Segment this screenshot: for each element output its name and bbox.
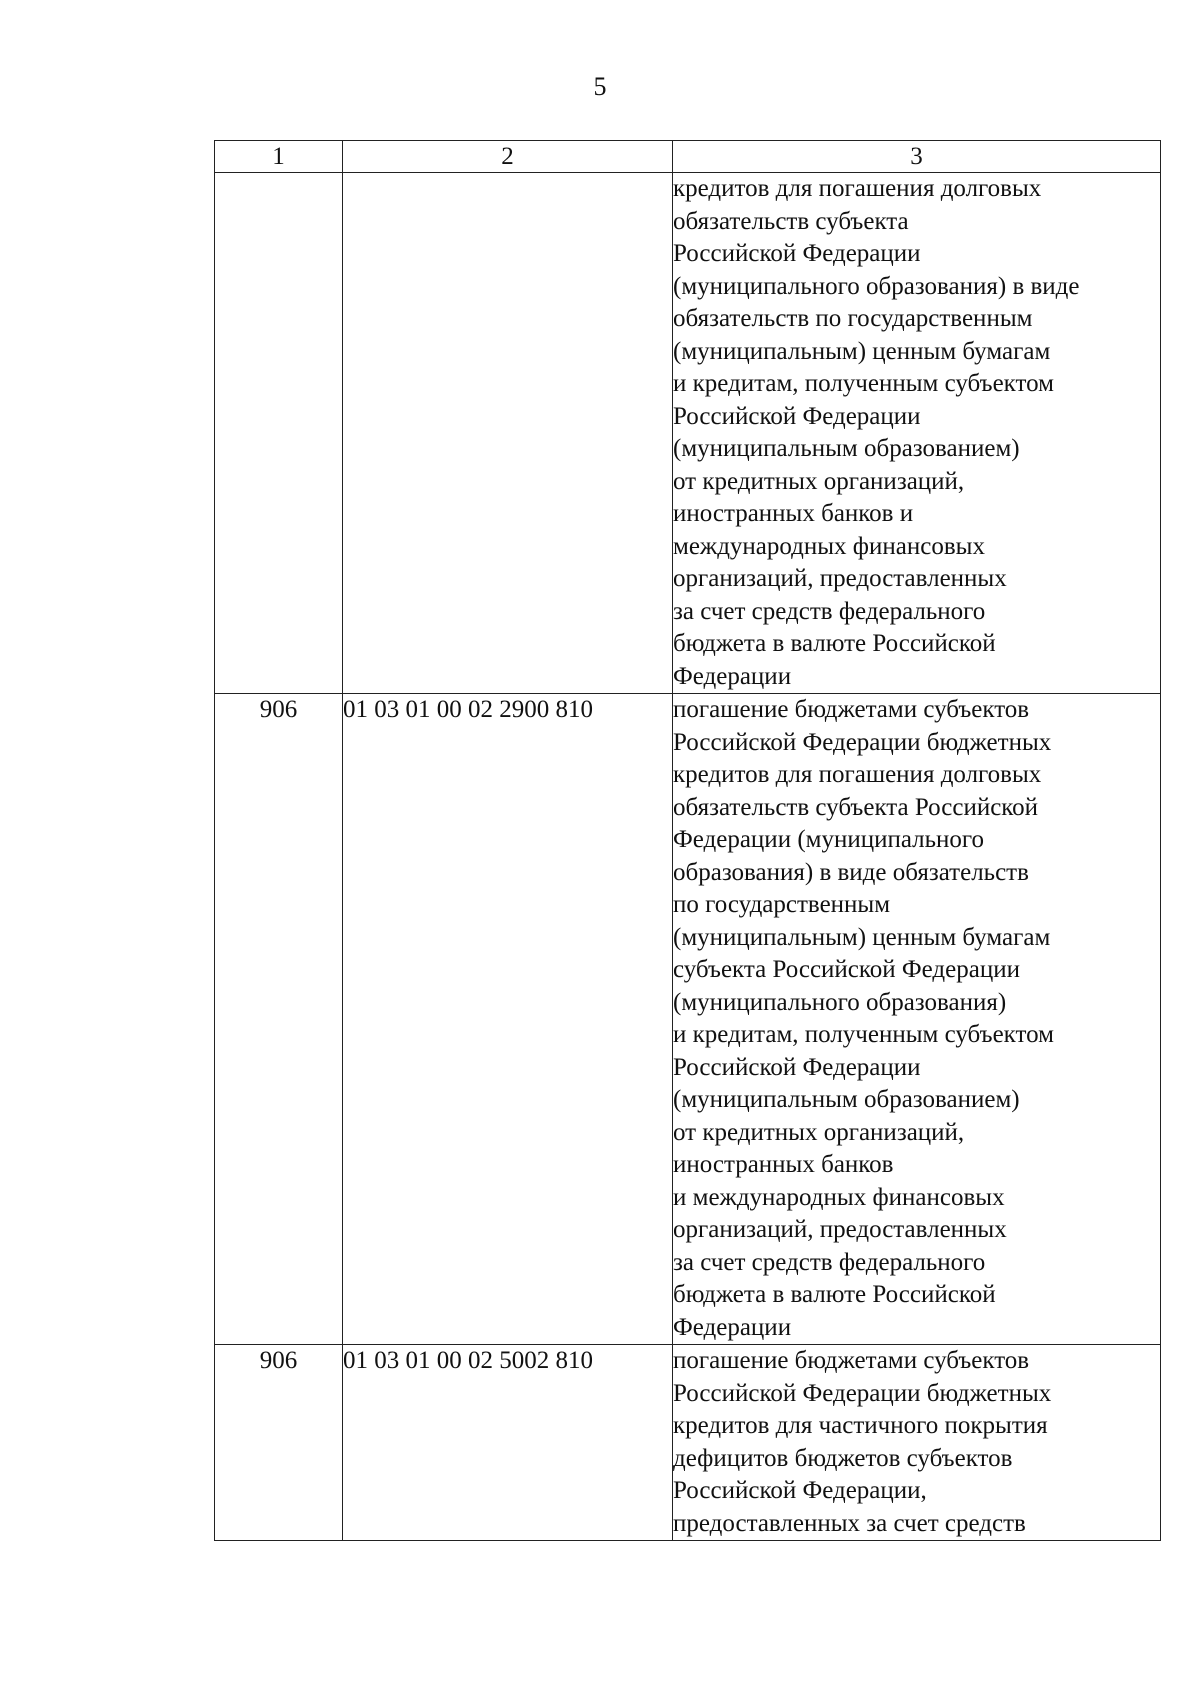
admin-code-cell — [215, 173, 343, 694]
description-line: Федерации (муниципального — [673, 826, 985, 853]
description-line: (муниципальным образованием) — [673, 1086, 1020, 1113]
description-line: кредитов для погашения долговых — [673, 761, 1042, 788]
description-line: (муниципального образования) в виде — [673, 272, 1080, 300]
description-line: субъекта Российской Федерации — [673, 956, 1020, 983]
header-col-1: 1 — [215, 141, 343, 173]
description-line: обязательств субъекта Российской — [673, 793, 1039, 821]
description-line: бюджета в валюте Российской — [673, 630, 996, 657]
description-cell — [673, 1345, 1161, 1541]
description-line: предоставленных за счет средств — [673, 1509, 1026, 1537]
budget-classification-code-cell — [343, 173, 673, 694]
description-line: Российской Федерации бюджетных — [673, 1379, 1052, 1407]
description-line: Российской Федерации, — [673, 1477, 927, 1504]
description-line: кредитов для погашения долговых — [673, 175, 1042, 202]
description-line: от кредитных организаций, — [673, 467, 965, 495]
description-line: и международных финансовых — [673, 1183, 1005, 1211]
admin-code-cell: 906 — [215, 694, 343, 1345]
description-line: (муниципальным образованием) — [673, 435, 1020, 462]
description-line: Федерации — [673, 1313, 792, 1341]
description-line: (муниципального образования) — [673, 988, 1007, 1016]
budget-code-table — [214, 140, 1161, 1541]
description-line: организаций, предоставленных — [673, 1216, 1007, 1243]
admin-code-cell: 906 — [215, 1345, 343, 1541]
table-header-row — [215, 141, 1161, 173]
description-line: за счет средств федерального — [673, 1248, 986, 1276]
description-line: Российской Федерации — [673, 1053, 921, 1081]
description-line: образования) в виде обязательств — [673, 858, 1029, 886]
page-number: 5 — [593, 72, 607, 101]
description-line: Российской Федерации бюджетных — [673, 728, 1052, 756]
description-line: кредитов для частичного покрытия — [673, 1412, 1048, 1439]
header-col-3: 3 — [673, 141, 1161, 173]
budget-classification-code-cell: 01 03 01 00 02 5002 810 — [343, 1345, 673, 1541]
description-line: и кредитам, полученным субъектом — [673, 1021, 1054, 1048]
table-body — [215, 173, 1161, 1541]
description-line: Федерации — [673, 662, 792, 690]
description-line: погашение бюджетами субъектов — [673, 696, 1030, 723]
table-row — [215, 1345, 1161, 1541]
description-line: (муниципальным) ценным бумагам — [673, 923, 1051, 951]
table-row — [215, 173, 1161, 694]
description-line: иностранных банков — [673, 1151, 894, 1178]
description-line: обязательств по государственным — [673, 305, 1033, 332]
description-line: Российской Федерации — [673, 402, 921, 430]
description-line: международных финансовых — [673, 532, 985, 560]
description-line: (муниципальным) ценным бумагам — [673, 337, 1051, 365]
description-line: от кредитных организаций, — [673, 1118, 965, 1146]
description-line: за счет средств федерального — [673, 597, 986, 625]
description-cell — [673, 694, 1161, 1345]
budget-classification-code-cell: 01 03 01 00 02 2900 810 — [343, 694, 673, 1345]
description-line: иностранных банков и — [673, 500, 914, 527]
description-line: дефицитов бюджетов субъектов — [673, 1444, 1013, 1472]
table-row — [215, 694, 1161, 1345]
description-line: бюджета в валюте Российской — [673, 1281, 996, 1308]
description-line: Российской Федерации — [673, 240, 921, 267]
description-line: и кредитам, полученным субъектом — [673, 370, 1054, 397]
description-cell — [673, 173, 1161, 694]
description-line: по государственным — [673, 891, 891, 918]
description-line: обязательств субъекта — [673, 207, 909, 235]
header-col-2: 2 — [343, 141, 673, 173]
description-line: погашение бюджетами субъектов — [673, 1347, 1030, 1374]
description-line: организаций, предоставленных — [673, 565, 1007, 592]
